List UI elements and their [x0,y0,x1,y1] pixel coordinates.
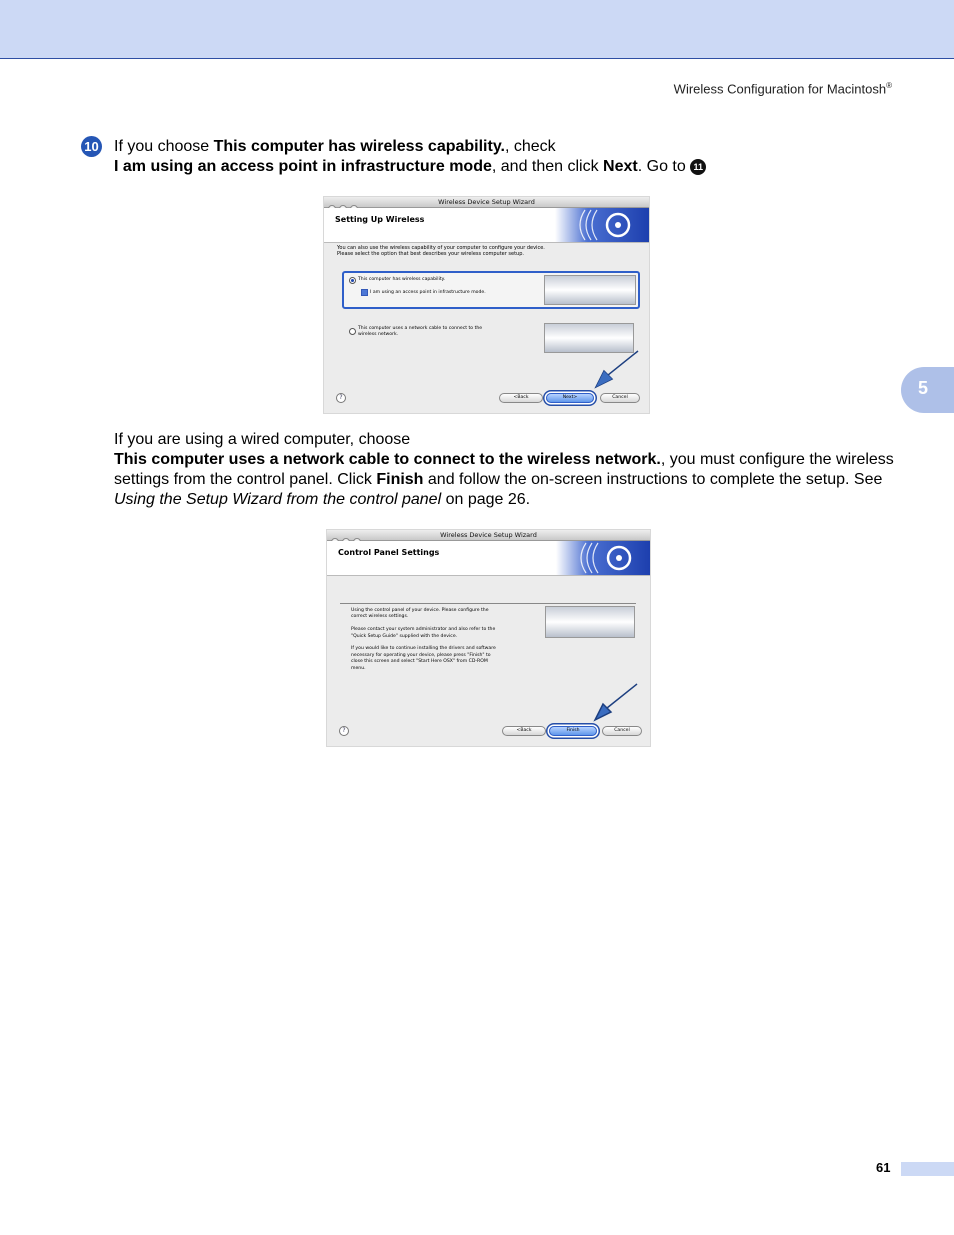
window-titlebar: Wireless Device Setup Wizard [327,530,650,541]
setup-wizard-screenshot-wireless [323,196,650,414]
footer-band [901,1162,954,1176]
instruction-line: close this screen and select "Start Here OSX" from CD-ROM [351,659,488,665]
step-instruction: If you choose This computer has wireless capability., check I am using an access point in infrastructure mode, and then click Next. Go to 11 [114,137,894,177]
running-header: Wireless Configuration for Macintosh® [673,81,892,97]
laptop-access-point-image [544,275,636,305]
access-point-checkbox[interactable] [361,289,368,296]
cancel-button[interactable]: Cancel [602,726,642,736]
help-button[interactable]: ? [336,393,346,403]
option-wired-label: This computer uses a network cable to connect to the wireless network. [358,326,483,337]
back-button[interactable]: <Back [499,393,543,403]
window-titlebar: Wireless Device Setup Wizard [324,197,649,208]
wireless-radio[interactable] [349,277,356,284]
dialog-intro-text: You can also use the wireless capability of your computer to configure your device. Please select the option that best describes your wireless computer setup. [337,245,545,257]
help-button[interactable]: ? [339,726,349,736]
wireless-logo-icon [556,541,650,575]
instruction-line: Please contact your system administrator and also refer to the [351,627,496,633]
cancel-button[interactable]: Cancel [600,393,640,403]
wireless-logo-icon [555,208,649,242]
divider [340,603,636,604]
next-button[interactable]: Next> [546,393,594,403]
instruction-line: Using the control panel of your device. Please configure the [351,608,489,613]
page-number: 61 [876,1160,891,1175]
instruction-line: necessary for operating your device, please press "Finish" to [351,652,491,658]
finish-button[interactable]: Finish [549,726,597,736]
setup-wizard-screenshot-control-panel [326,529,651,747]
goto-step-badge: 11 [690,159,706,175]
instruction-line: If you would like to continue installing the drivers and software [351,646,496,652]
instruction-line: "Quick Setup Guide" supplied with the device. [351,633,458,639]
control-panel-instructions [351,608,541,672]
option-wireless-selected[interactable]: This computer has wireless capability. I am using an access point in infrastructure mode. [342,271,640,309]
pointer-arrow-icon [593,682,641,722]
back-button[interactable]: <Back [502,726,546,736]
dialog-header [324,208,649,243]
instruction-line: menu. [351,665,366,671]
wired-radio[interactable] [349,328,356,335]
page-header-band [0,0,954,59]
dialog-header [327,541,650,576]
dialog-heading: Setting Up Wireless [335,215,425,224]
step-number-badge: 10 [81,136,102,157]
pointer-arrow-icon [594,349,642,389]
chapter-tab: 5 [901,367,954,413]
dialog-heading: Control Panel Settings [338,548,440,557]
wired-instruction: If you are using a wired computer, choose This computer uses a network cable to connect to the wireless network., you must configure the wireless settings from the control panel. Click Finish and follow the on-screen instructions to complete the setup. See Using the Setup Wizard from the control panel on page 26. [114,431,894,508]
printer-control-panel-image [545,606,635,638]
instruction-line: correct wireless settings. [351,614,409,620]
